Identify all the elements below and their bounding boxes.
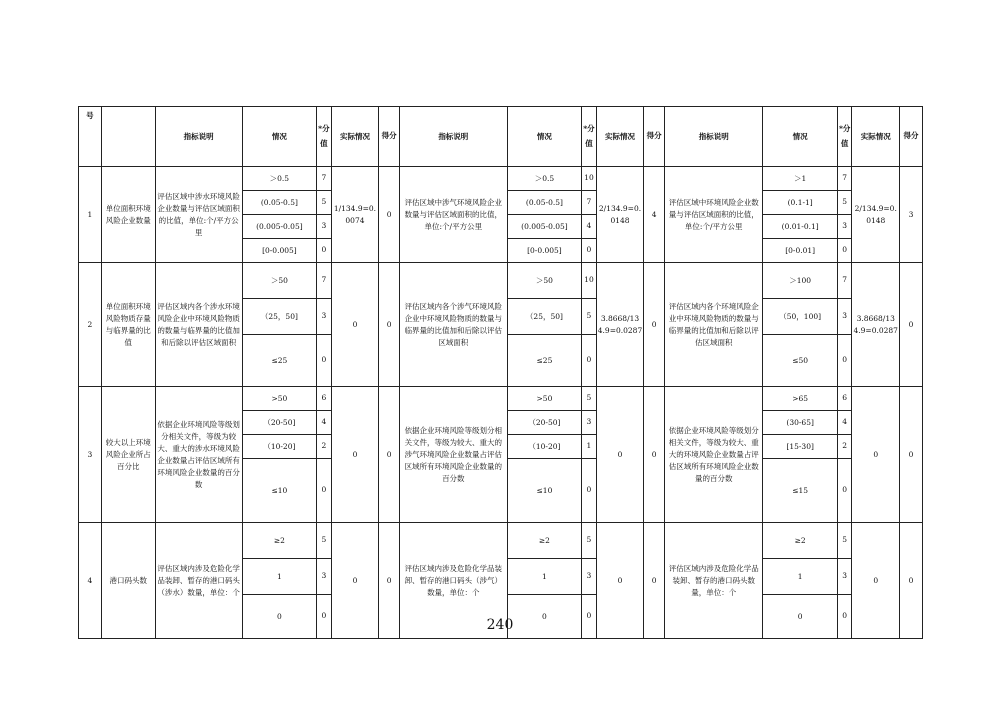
indicator-name: 单位面积环境风险企业数量 bbox=[101, 167, 155, 263]
indicator-name: 单位面积环境风险物质存量与临界量的比值 bbox=[101, 263, 155, 387]
level-score: 3 bbox=[582, 559, 596, 595]
level-score: 5 bbox=[317, 191, 331, 215]
level-score: 5 bbox=[582, 299, 596, 335]
level-score: 0 bbox=[582, 335, 596, 387]
indicator-description-1: 评估区域中涉水环境风险企业数量与评估区域面积的比值，单位:个/平方公里 bbox=[155, 167, 242, 263]
obtained-score-1: 0 bbox=[379, 263, 400, 387]
level-score: 3 bbox=[837, 215, 851, 239]
actual-value-3: 2/134.9=0.0148 bbox=[852, 167, 900, 263]
level-range: [0-0.005] bbox=[242, 239, 317, 263]
level-range: 1 bbox=[242, 559, 317, 595]
level-score: 0 bbox=[837, 335, 851, 387]
indicator-description-3: 评估区域内各个环境风险企业中环境风险物质的数量与临界量的比值加和后除以评估区域面积 bbox=[665, 263, 763, 387]
level-range: (0.05-0.5] bbox=[242, 191, 317, 215]
level-range: ≥2 bbox=[763, 523, 838, 559]
level-range: （25，50] bbox=[507, 299, 582, 335]
table-row bbox=[79, 523, 923, 559]
level-score: 3 bbox=[317, 215, 331, 239]
level-range: ＞100 bbox=[763, 263, 838, 299]
level-range: >50 bbox=[507, 387, 582, 411]
level-range: （50，100] bbox=[763, 299, 838, 335]
obtained-score-1: 0 bbox=[379, 523, 400, 639]
header-actual-1: 实际情况 bbox=[331, 107, 379, 167]
row-number: 4 bbox=[79, 523, 102, 639]
level-score: 10 bbox=[582, 263, 596, 299]
header-name bbox=[101, 107, 155, 167]
table-row bbox=[79, 167, 923, 191]
row-number: 3 bbox=[79, 387, 102, 523]
header-get-1: 得分 bbox=[379, 107, 400, 167]
row-number: 1 bbox=[79, 167, 102, 263]
level-range: ≤15 bbox=[763, 459, 838, 523]
level-range: (0.005-0.05] bbox=[242, 215, 317, 239]
level-score: 4 bbox=[582, 215, 596, 239]
actual-value-3: 3.8668/134.9=0.0287 bbox=[852, 263, 900, 387]
level-range: (0.01-0.1] bbox=[763, 215, 838, 239]
level-range: ≤10 bbox=[242, 459, 317, 523]
level-score: 10 bbox=[582, 167, 596, 191]
level-score: 0 bbox=[837, 459, 851, 523]
level-range: ＞1 bbox=[763, 167, 838, 191]
level-range: (0.005-0.05] bbox=[507, 215, 582, 239]
header-get-3: 得分 bbox=[900, 107, 923, 167]
level-score: 5 bbox=[582, 523, 596, 559]
level-score: 3 bbox=[317, 299, 331, 335]
level-score: 3 bbox=[317, 559, 331, 595]
obtained-score-2: 0 bbox=[644, 523, 665, 639]
indicator-description-1: 评估区域内各个涉水环境风险企业中环境风险物质的数量与临界量的比值加和后除以评估区域面积 bbox=[155, 263, 242, 387]
level-score: 7 bbox=[837, 167, 851, 191]
level-score: 5 bbox=[837, 191, 851, 215]
level-score: 7 bbox=[317, 167, 331, 191]
header-desc-3: 指标说明 bbox=[665, 107, 763, 167]
actual-value-1: 1/134.9=0.0074 bbox=[331, 167, 379, 263]
level-score: 5 bbox=[317, 523, 331, 559]
table-row bbox=[79, 263, 923, 299]
level-range: (0.1-1] bbox=[763, 191, 838, 215]
indicator-name: 港口码头数 bbox=[101, 523, 155, 639]
level-score: 1 bbox=[582, 435, 596, 459]
level-range: ＞0.5 bbox=[242, 167, 317, 191]
obtained-score-2: 4 bbox=[644, 167, 665, 263]
actual-value-1: 0 bbox=[331, 263, 379, 387]
level-range: (0.05-0.5] bbox=[507, 191, 582, 215]
level-range: ≤25 bbox=[242, 335, 317, 387]
indicator-description-1: 评估区域内涉及危险化学品装卸、暂存的港口码头（涉水）数量，单位：个 bbox=[155, 523, 242, 639]
level-score: 2 bbox=[837, 435, 851, 459]
header-score-2: *分值 bbox=[582, 107, 596, 167]
level-score: 3 bbox=[582, 411, 596, 435]
level-score: 0 bbox=[317, 459, 331, 523]
level-range: ≥2 bbox=[242, 523, 317, 559]
header-desc-1: 指标说明 bbox=[155, 107, 242, 167]
header-row bbox=[79, 107, 923, 167]
indicator-description-3: 评估区域内涉及危险化学品装卸、暂存的港口码头数量，单位：个 bbox=[665, 523, 763, 639]
level-range: 0 bbox=[242, 595, 317, 639]
level-range: ＞50 bbox=[507, 263, 582, 299]
level-range: （10-20] bbox=[242, 435, 317, 459]
page-number: 240 bbox=[486, 617, 514, 633]
level-range: 1 bbox=[507, 559, 582, 595]
row-number: 2 bbox=[79, 263, 102, 387]
indicator-description-2: 评估区域内涉及危险化学品装卸、暂存的港口码头（涉气）数量，单位：个 bbox=[399, 523, 507, 639]
level-range: 0 bbox=[507, 595, 582, 639]
level-score: 4 bbox=[837, 411, 851, 435]
actual-value-2: 0 bbox=[596, 387, 644, 523]
actual-value-1: 0 bbox=[331, 387, 379, 523]
header-actual-3: 实际情况 bbox=[852, 107, 900, 167]
indicator-description-2: 依据企业环境风险等级划分相关文件，等级为较大、重大的涉气环境风险企业数量占评估区域所有环境风险企业数量的百分数 bbox=[399, 387, 507, 523]
header-desc-2: 指标说明 bbox=[399, 107, 507, 167]
level-score: 5 bbox=[582, 387, 596, 411]
header-score-1: *分值 bbox=[317, 107, 331, 167]
level-score: 7 bbox=[317, 263, 331, 299]
level-range: (30-65] bbox=[763, 411, 838, 435]
obtained-score-3: 3 bbox=[900, 167, 923, 263]
indicator-description-1: 依据企业环境风险等级划分相关文件，等级为较大、重大的涉水环境风险企业数量占评估区域所有环境风险企业数量的百分数 bbox=[155, 387, 242, 523]
header-score-3: *分值 bbox=[837, 107, 851, 167]
indicator-description-2: 评估区域中涉气环境风险企业数量与评估区域面积的比值，单位:个/平方公里 bbox=[399, 167, 507, 263]
level-range: ＞0.5 bbox=[507, 167, 582, 191]
level-score: 6 bbox=[837, 387, 851, 411]
level-score: 0 bbox=[837, 239, 851, 263]
indicator-description-3: 评估区域中环境风险企业数量与评估区域面积的比值，单位:个/平方公里 bbox=[665, 167, 763, 263]
header-situation-3: 情况 bbox=[763, 107, 838, 167]
level-range: >65 bbox=[763, 387, 838, 411]
header-situation-2: 情况 bbox=[507, 107, 582, 167]
level-range: [0-0.01] bbox=[763, 239, 838, 263]
level-range: ≤50 bbox=[763, 335, 838, 387]
level-score: 3 bbox=[837, 559, 851, 595]
obtained-score-1: 0 bbox=[379, 387, 400, 523]
level-range: （20-50] bbox=[242, 411, 317, 435]
actual-value-2: 3.8668/134.9=0.0287 bbox=[596, 263, 644, 387]
level-range: ≥2 bbox=[507, 523, 582, 559]
header-get-2: 得分 bbox=[644, 107, 665, 167]
level-score: 0 bbox=[582, 239, 596, 263]
level-score: 6 bbox=[317, 387, 331, 411]
level-score: 2 bbox=[317, 435, 331, 459]
level-score: 0 bbox=[317, 335, 331, 387]
header-situation-1: 情况 bbox=[242, 107, 317, 167]
level-range: [15-30] bbox=[763, 435, 838, 459]
actual-value-2: 0 bbox=[596, 523, 644, 639]
level-range: 0 bbox=[763, 595, 838, 639]
header-actual-2: 实际情况 bbox=[596, 107, 644, 167]
table-row bbox=[79, 387, 923, 411]
level-score: 3 bbox=[837, 299, 851, 335]
level-range: ＞50 bbox=[242, 263, 317, 299]
indicator-description-2: 评估区域内各个涉气环境风险企业中环境风险物质的数量与临界量的比值加和后除以评估区域面积 bbox=[399, 263, 507, 387]
obtained-score-2: 0 bbox=[644, 387, 665, 523]
obtained-score-3: 0 bbox=[900, 387, 923, 523]
level-range: [0-0.005] bbox=[507, 239, 582, 263]
level-score: 0 bbox=[317, 595, 331, 639]
level-score: 7 bbox=[582, 191, 596, 215]
level-range: ≤25 bbox=[507, 335, 582, 387]
indicator-name: 较大以上环境风险企业所占百分比 bbox=[101, 387, 155, 523]
actual-value-3: 0 bbox=[852, 387, 900, 523]
level-range: 1 bbox=[763, 559, 838, 595]
obtained-score-1: 0 bbox=[379, 167, 400, 263]
level-range: （25，50] bbox=[242, 299, 317, 335]
level-score: 0 bbox=[582, 595, 596, 639]
obtained-score-3: 0 bbox=[900, 263, 923, 387]
level-range: （20-50] bbox=[507, 411, 582, 435]
obtained-score-2: 0 bbox=[644, 263, 665, 387]
header-no: 号 bbox=[79, 107, 102, 167]
risk-index-table bbox=[78, 106, 923, 639]
level-score: 0 bbox=[837, 595, 851, 639]
level-score: 0 bbox=[317, 239, 331, 263]
actual-value-2: 2/134.9=0.0148 bbox=[596, 167, 644, 263]
actual-value-3: 0 bbox=[852, 523, 900, 639]
level-score: 7 bbox=[837, 263, 851, 299]
level-range: >50 bbox=[242, 387, 317, 411]
level-range: （10-20] bbox=[507, 435, 582, 459]
indicator-description-3: 依据企业环境风险等级划分相关文件，等级为较大、重大的环境风险企业数量占评估区域所有环境风险企业数量的百分数 bbox=[665, 387, 763, 523]
level-range: ≤10 bbox=[507, 459, 582, 523]
level-score: 5 bbox=[837, 523, 851, 559]
actual-value-1: 0 bbox=[331, 523, 379, 639]
obtained-score-3: 0 bbox=[900, 523, 923, 639]
level-score: 0 bbox=[582, 459, 596, 523]
level-score: 4 bbox=[317, 411, 331, 435]
